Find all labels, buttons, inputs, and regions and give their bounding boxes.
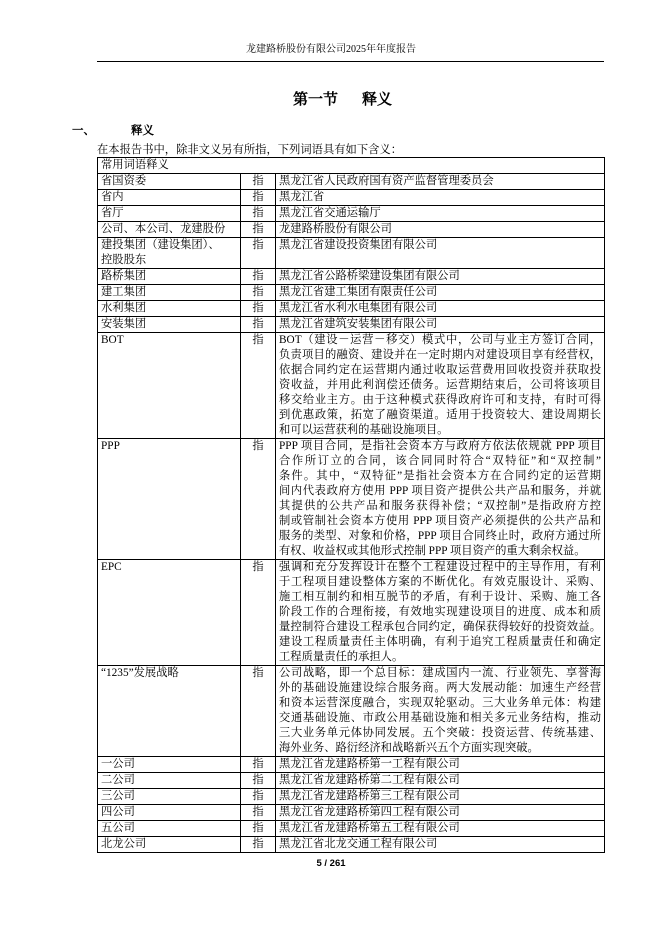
glossary-row xyxy=(98,560,605,666)
term-line: 四公司 xyxy=(101,806,135,818)
refers-text: 指 xyxy=(252,318,264,330)
chapter-name: 释义 xyxy=(362,92,393,108)
definition-line: 依据合同约定在运营期内通过收取运营费用回收投资并获取投 xyxy=(279,364,602,376)
glossary-term xyxy=(98,821,241,837)
refers-text: 指 xyxy=(252,838,264,850)
glossary-term xyxy=(98,206,241,222)
term-line: “1235”发展战略 xyxy=(101,667,179,679)
definition-line: 服务的类型、对象和价格，PPP 项目合同终止时，政府方通过所 xyxy=(279,530,602,542)
glossary-term xyxy=(98,317,241,333)
glossary-definition xyxy=(276,285,605,301)
refers-text: 指 xyxy=(252,223,264,235)
term-line: 建投集团（建设集团）、 xyxy=(101,239,220,251)
glossary-row xyxy=(98,666,605,757)
term-line: 路桥集团 xyxy=(101,270,147,282)
term-line: EPC xyxy=(101,561,122,573)
refers-text: 指 xyxy=(252,806,264,818)
glossary-row xyxy=(98,757,605,773)
term-line: 公司、本公司、龙建股份 xyxy=(101,223,226,235)
glossary-term xyxy=(98,333,241,439)
glossary-refers xyxy=(241,333,276,439)
glossary-refers xyxy=(241,789,276,805)
glossary-definition xyxy=(276,821,605,837)
glossary-definition xyxy=(276,269,605,285)
definition-line: 和可以运营获利的基础设施项目。 xyxy=(279,424,449,436)
glossary-refers xyxy=(241,190,276,206)
glossary-definition xyxy=(276,206,605,222)
glossary-term xyxy=(98,238,241,269)
term-line: 安装集团 xyxy=(101,318,147,330)
glossary-refers xyxy=(241,773,276,789)
glossary-term xyxy=(98,757,241,773)
glossary-row xyxy=(98,190,605,206)
term-line: 省厅 xyxy=(101,207,124,219)
glossary-refers xyxy=(241,222,276,238)
glossary-refers xyxy=(241,301,276,317)
term-line: 三公司 xyxy=(101,790,135,802)
glossary-row xyxy=(98,285,605,301)
definition-line: 阶段工作的合理衔接，有效地实现建设项目的进度、成本和质 xyxy=(279,606,602,618)
definition-line: 外的基础设施建设综合服务商。两大发展动能：加速生产经营 xyxy=(279,682,602,694)
term-line: 北龙公司 xyxy=(101,838,147,850)
definition-line: 合作所订立的合同，该合同同时符合“双特征”和“双控制” xyxy=(279,455,602,467)
term-line: 建工集团 xyxy=(101,286,147,298)
glossary-definition xyxy=(276,301,605,317)
glossary-caption-row xyxy=(98,158,605,174)
definition-line: 黑龙江省建设投资集团有限公司 xyxy=(279,239,438,251)
subsection-title: 释义 xyxy=(131,125,154,137)
glossary-row xyxy=(98,222,605,238)
glossary-term xyxy=(98,805,241,821)
glossary-refers xyxy=(241,206,276,222)
glossary-term xyxy=(98,439,241,560)
glossary-row xyxy=(98,821,605,837)
glossary-definition xyxy=(276,773,605,789)
term-line: 控股股东 xyxy=(101,254,147,266)
refers-text: 指 xyxy=(252,334,264,346)
definition-line: 黑龙江省建筑安装集团有限公司 xyxy=(279,318,438,330)
subsection-heading xyxy=(72,123,192,139)
definition-line: 三大业务单元体协同发展。五个突破：投资运营、传统基建、 xyxy=(279,727,602,739)
definition-line: 交通基础设施、市政公用基础设施和相关多元业务结构，推动 xyxy=(279,712,602,724)
definition-line: 和资本运营深度融合，实现双轮驱动。三大业务单元体：构建 xyxy=(279,697,602,709)
glossary-caption-cell xyxy=(98,158,605,174)
refers-text: 指 xyxy=(252,774,264,786)
glossary-term xyxy=(98,560,241,666)
term-line: 水利集团 xyxy=(101,302,147,314)
definition-line: 资收益，并用此利润偿还债务。运营期结束后，公司将该项目 xyxy=(279,379,602,391)
term-line: 省国资委 xyxy=(101,175,147,187)
definition-line: 黑龙江省水利水电集团有限公司 xyxy=(279,302,438,314)
glossary-refers xyxy=(241,805,276,821)
term-line: 二公司 xyxy=(101,774,135,786)
glossary-term xyxy=(98,837,241,853)
definition-line: 施工相互制约和相互脱节的矛盾，有利于设计、采购、施工各 xyxy=(279,591,602,603)
refers-text: 指 xyxy=(252,758,264,770)
definition-line: 黑龙江省北龙交通工程有限公司 xyxy=(279,838,438,850)
glossary-refers xyxy=(241,269,276,285)
term-line: 五公司 xyxy=(101,822,135,834)
definition-line: 有权、收益权或其他形式控制 PPP 项目资产的重大剩余权益。 xyxy=(279,545,586,557)
definition-line: 条件。其中，“双特征”是指社会资本方在合同约定的运营期 xyxy=(279,470,602,482)
definition-line: 黑龙江省公路桥梁建设集团有限公司 xyxy=(279,270,460,282)
glossary-definition xyxy=(276,333,605,439)
glossary-term xyxy=(98,190,241,206)
definition-line: 到优惠政策，拓宽了融资渠道。适用于投资较大、建设周期长 xyxy=(279,409,602,421)
glossary-definition xyxy=(276,757,605,773)
glossary-row xyxy=(98,439,605,560)
glossary-term xyxy=(98,301,241,317)
glossary-definition xyxy=(276,190,605,206)
refers-text: 指 xyxy=(252,286,264,298)
glossary-row xyxy=(98,333,605,439)
page-number: 5 / 261 xyxy=(316,858,346,869)
glossary-row xyxy=(98,238,605,269)
glossary-definition xyxy=(276,666,605,757)
glossary-refers xyxy=(241,174,276,190)
term-line: 一公司 xyxy=(101,758,135,770)
glossary-definition xyxy=(276,837,605,853)
glossary-term xyxy=(98,773,241,789)
definition-line: 黑龙江省建工集团有限责任公司 xyxy=(279,286,438,298)
glossary-row xyxy=(98,206,605,222)
definition-line: 移交给业主方。由于这种模式获得政府许可和支持，有时可得 xyxy=(279,394,602,406)
glossary-row xyxy=(98,773,605,789)
glossary-refers xyxy=(241,560,276,666)
refers-text: 指 xyxy=(252,790,264,802)
glossary-refers xyxy=(241,821,276,837)
refers-text: 指 xyxy=(252,440,264,452)
glossary-definition xyxy=(276,560,605,666)
glossary-definition xyxy=(276,174,605,190)
definition-line: 量控制符合建设工程承包合同约定，确保获得较好的投资效益。 xyxy=(279,621,602,633)
definition-line: 龙建路桥股份有限公司 xyxy=(279,223,392,235)
glossary-definition xyxy=(276,238,605,269)
glossary-refers xyxy=(241,439,276,560)
glossary-term xyxy=(98,666,241,757)
glossary-refers xyxy=(241,837,276,853)
glossary-refers xyxy=(241,238,276,269)
refers-text: 指 xyxy=(252,667,264,679)
definition-line: 黑龙江省龙建路桥第一工程有限公司 xyxy=(279,758,460,770)
term-line: 省内 xyxy=(101,191,124,203)
refers-text: 指 xyxy=(252,270,264,282)
definition-line: 负责项目的融资、建设并在一定时期内对建设项目享有经营权， xyxy=(279,349,602,361)
subsection-number: 一、 xyxy=(72,125,95,137)
glossary-term xyxy=(98,174,241,190)
glossary-term xyxy=(98,222,241,238)
running-header: 龙建路桥股份有限公司2025年年度报告 xyxy=(246,44,416,55)
definition-line: 黑龙江省龙建路桥第四工程有限公司 xyxy=(279,806,460,818)
glossary-term xyxy=(98,269,241,285)
glossary-caption: 常用词语释义 xyxy=(101,159,169,171)
definition-line: 海外业务、路衍经济和战略新兴五个方面实现突破。 xyxy=(279,742,539,754)
definition-line: PPP 项目合同，是指社会资本方与政府方依法依规就 PPP 项目 xyxy=(279,440,602,452)
refers-text: 指 xyxy=(252,561,264,573)
definition-line: 间内代表政府方使用 PPP 项目资产提供公共产品和服务，并就 xyxy=(279,485,602,497)
definition-line: 黑龙江省龙建路桥第五工程有限公司 xyxy=(279,822,460,834)
glossary-row xyxy=(98,805,605,821)
refers-text: 指 xyxy=(252,175,264,187)
glossary-refers xyxy=(241,285,276,301)
glossary-row xyxy=(98,317,605,333)
definition-line: 黑龙江省人民政府国有资产监督管理委员会 xyxy=(279,175,494,187)
definition-line: 黑龙江省交通运输厅 xyxy=(279,207,381,219)
definition-line: 其提供的公共产品和服务获得补偿；“双控制”是指政府方控 xyxy=(279,500,602,512)
header-rule xyxy=(97,61,604,62)
definition-line: BOT（建设－运营－移交）模式中，公司与业主方签订合同， xyxy=(279,334,602,346)
glossary-definition xyxy=(276,439,605,560)
glossary-definition xyxy=(276,805,605,821)
refers-text: 指 xyxy=(252,239,264,251)
refers-text: 指 xyxy=(252,207,264,219)
refers-text: 指 xyxy=(252,822,264,834)
definition-line: 制或管制社会资本方使用 PPP 项目资产必须提供的公共产品和 xyxy=(279,515,602,527)
chapter-title xyxy=(293,91,392,109)
glossary-row xyxy=(98,174,605,190)
definition-line: 黑龙江省 xyxy=(279,191,325,203)
glossary-definition xyxy=(276,789,605,805)
glossary-row xyxy=(98,269,605,285)
definition-line: 工程质量责任的承担人。 xyxy=(279,651,404,663)
definition-line: 强调和充分发挥设计在整个工程建设过程中的主导作用，有利 xyxy=(279,561,602,573)
glossary-refers xyxy=(241,317,276,333)
refers-text: 指 xyxy=(252,302,264,314)
definition-line: 建设工程质量责任主体明确，有利于追究工程质量责任和确定 xyxy=(279,636,602,648)
glossary-refers xyxy=(241,666,276,757)
glossary-row xyxy=(98,837,605,853)
refers-text: 指 xyxy=(252,191,264,203)
glossary-definition xyxy=(276,222,605,238)
glossary-row xyxy=(98,301,605,317)
glossary-row xyxy=(98,789,605,805)
glossary-refers xyxy=(241,757,276,773)
glossary-term xyxy=(98,789,241,805)
term-line: PPP xyxy=(101,440,120,452)
definition-line: 黑龙江省龙建路桥第三工程有限公司 xyxy=(279,790,460,802)
glossary-table xyxy=(97,157,605,853)
definition-line: 公司战略，即一个总目标：建成国内一流、行业领先、享誉海 xyxy=(279,667,602,679)
intro-sentence: 在本报告书中，除非文义另有所指，下列词语具有如下含义： xyxy=(97,144,403,156)
chapter-number: 第一节 xyxy=(293,92,339,108)
term-line: BOT xyxy=(101,334,124,346)
definition-line: 于工程项目建设整体方案的不断优化。有效克服设计、采购、 xyxy=(279,576,602,588)
definition-line: 黑龙江省龙建路桥第二工程有限公司 xyxy=(279,774,460,786)
glossary-definition xyxy=(276,317,605,333)
glossary-term xyxy=(98,285,241,301)
